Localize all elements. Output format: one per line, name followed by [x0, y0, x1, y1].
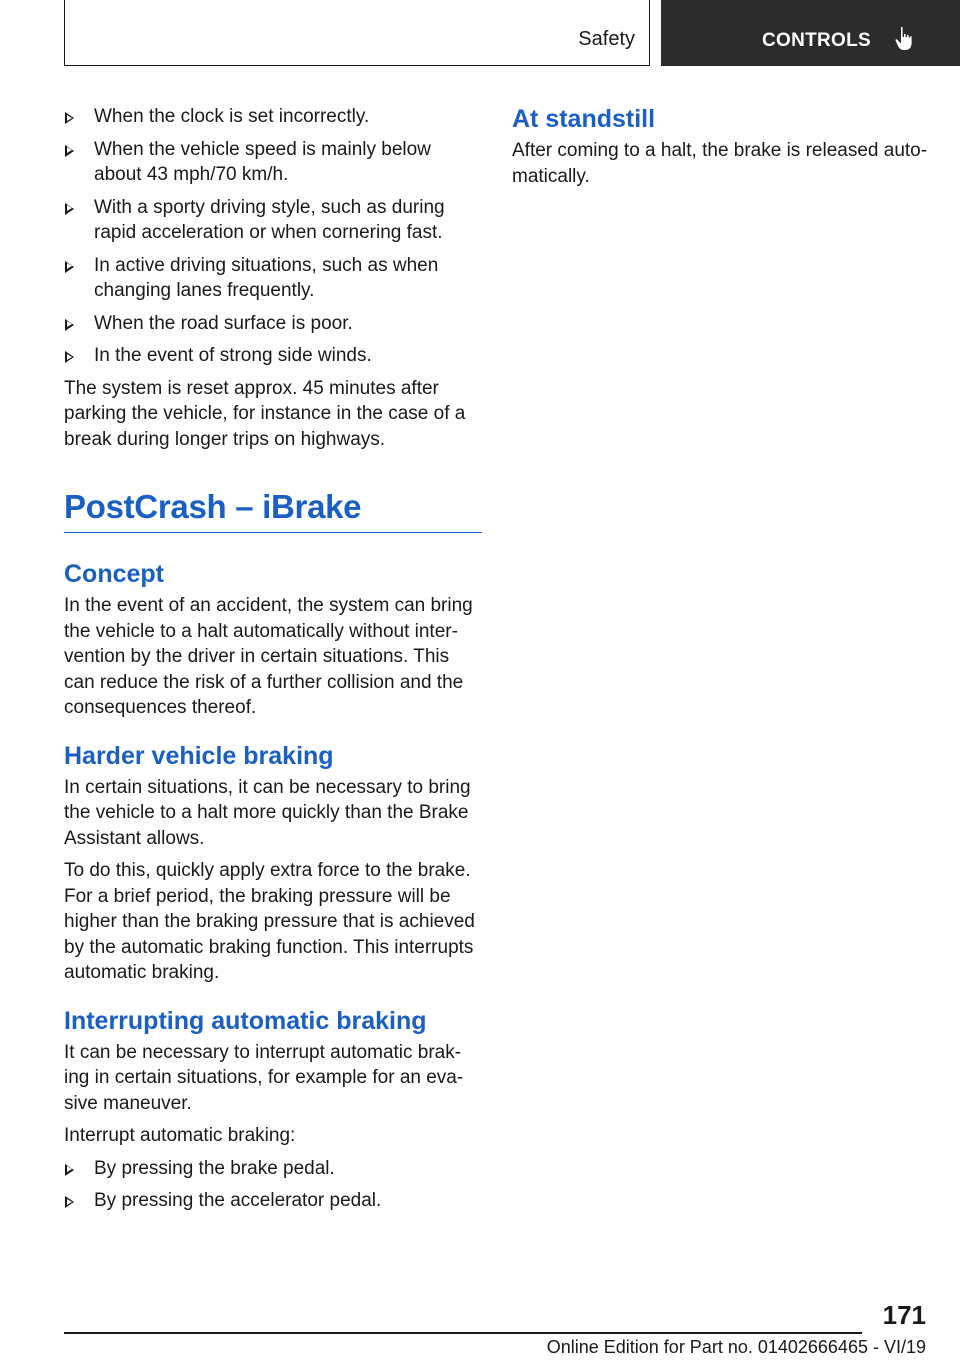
standstill-paragraph: After coming to a halt, the brake is released auto-matically.	[512, 140, 928, 187]
pointing-hand-icon	[894, 26, 916, 57]
concept-heading: Concept	[64, 560, 164, 588]
right-column	[512, 104, 930, 196]
bullet-triangle-icon	[65, 145, 74, 157]
section-title: Safety	[578, 28, 635, 50]
list-item: In active driving situations, such as when changing lanes frequently.	[64, 253, 482, 304]
harder-braking-paragraph-1: In certain situations, it can be necessary to bring the vehicle to a halt more quickly than the Brake Assistant allows.	[64, 776, 471, 849]
harder-braking-paragraph-2: To do this, quickly apply extra force to the brake. For a brief period, the braking pressure will be higher than the braking pressure that is achieved by the automatic braking function. This interrupts automatic braking.	[64, 860, 475, 983]
list-item: By pressing the brake pedal.	[64, 1156, 482, 1182]
reset-paragraph: The system is reset approx. 45 minutes after parking the vehicle, for instance in the case of a break during longer trips on highways.	[64, 377, 466, 450]
interrupt-braking-lead: Interrupt automatic braking:	[64, 1125, 296, 1146]
list-item: By pressing the accelerator pedal.	[64, 1188, 482, 1214]
list-item: In the event of strong side winds.	[64, 343, 482, 369]
left-column	[64, 104, 482, 1221]
chapter-title: CONTROLS	[762, 30, 872, 51]
page-number: 171	[882, 1300, 926, 1330]
list-item: With a sporty driving style, such as during rapid acceleration or when cornering fast.	[64, 195, 482, 246]
standstill-heading: At standstill	[512, 105, 656, 133]
concept-paragraph: In the event of an accident, the system can bring the vehicle to a halt automatically without inter-vention by the driver in certain situations. This can reduce the risk of a further collision and the consequences thereof.	[64, 595, 473, 718]
bullet-triangle-icon	[65, 319, 74, 331]
interrupt-methods-list	[64, 1156, 482, 1214]
footer-divider	[64, 1332, 862, 1334]
conditions-list	[64, 104, 482, 369]
edition-note: Online Edition for Part no. 01402666465 - VI/19	[546, 1337, 926, 1357]
bullet-triangle-icon	[65, 203, 74, 215]
header-section-box	[64, 0, 650, 66]
list-item: When the vehicle speed is mainly below about 43 mph/70 km/h.	[64, 137, 482, 188]
header-chapter-tab	[661, 0, 960, 66]
harder-braking-heading: Harder vehicle braking	[64, 741, 334, 770]
bullet-triangle-icon	[65, 351, 74, 363]
bullet-triangle-icon	[65, 112, 74, 124]
interrupt-braking-heading: Interrupting automatic braking	[64, 1006, 427, 1035]
bullet-triangle-icon	[65, 1164, 74, 1176]
bullet-triangle-icon	[65, 1196, 74, 1208]
bullet-triangle-icon	[65, 261, 74, 273]
list-item: When the clock is set incorrectly.	[64, 104, 482, 130]
list-item: When the road surface is poor.	[64, 311, 482, 337]
interrupt-braking-paragraph: It can be necessary to interrupt automatic brak-ing in certain situations, for example for an eva-sive maneuver.	[64, 1041, 464, 1114]
chapter-heading: PostCrash – iBrake	[64, 488, 482, 533]
